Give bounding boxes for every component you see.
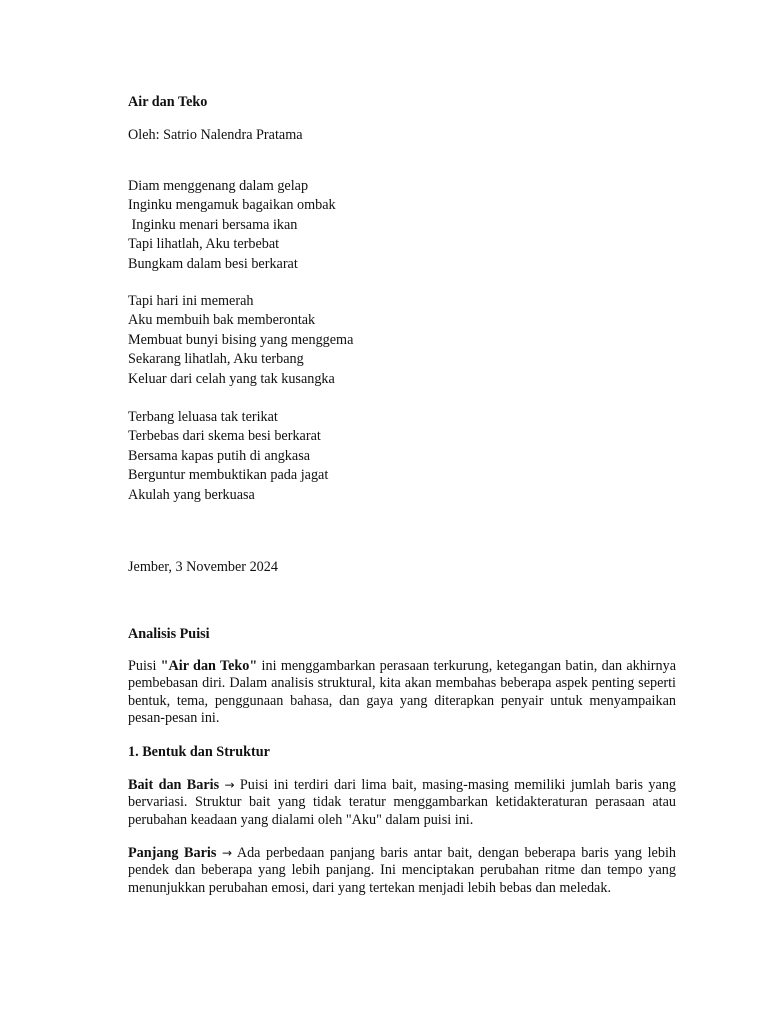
poem-line: Membuat bunyi bising yang menggema bbox=[128, 331, 354, 348]
poem-line: Sekarang lihatlah, Aku terbang bbox=[128, 351, 304, 368]
poem-line: Inginku menari bersama ikan bbox=[128, 216, 298, 233]
poem-line: Inginku mengamuk bagaikan ombak bbox=[128, 197, 336, 214]
poem-title: Air dan Teko bbox=[128, 94, 208, 110]
bait-baris-paragraph bbox=[128, 777, 676, 829]
bait-baris-text: Puisi ini terdiri dari lima bait, masing-masing memiliki jumlah baris yang bervariasi. Struktur bait yang tidak teratur menggambarkan ketidakteraturan perasaan atau perubahan keadaan yang dialami oleh "Aku" dalam puisi ini. bbox=[128, 777, 677, 828]
panjang-baris-paragraph bbox=[128, 845, 676, 897]
intro-text: ini menggambarkan perasaan terkurung, ketegangan batin, dan akhirnya pembebasan diri. Dalam analisis struktural, kita akan membahas beberapa aspek penting seperti bentuk, tema, penggunaan bahasa, dan gaya yang diterapkan penyair untuk menyampaikan pesan-pesan ini. bbox=[128, 658, 677, 726]
panjang-baris-text: Ada perbedaan panjang baris antar bait, dengan beberapa baris yang lebih pendek dan beberapa yang lebih panjang. Ini menciptakan perubahan ritme dan tempo yang menunjukkan perubahan emosi, dari yang tertekan menjadi lebih bebas dan meledak. bbox=[128, 845, 676, 896]
poem-line: Aku membuih bak memberontak bbox=[128, 312, 316, 329]
poem-line: Terbang leluasa tak terikat bbox=[128, 409, 278, 425]
poem-line: Diam menggenang dalam gelap bbox=[128, 178, 309, 194]
arrow-right-icon: → bbox=[224, 778, 235, 792]
poem-author: Oleh: Satrio Nalendra Pratama bbox=[128, 127, 303, 143]
poem-stanza-3 bbox=[128, 408, 676, 505]
poem-line: Bungkam dalam besi berkarat bbox=[128, 255, 298, 272]
poem-line: Akulah yang berkuasa bbox=[128, 486, 255, 503]
poem-line: Tapi hari ini memerah bbox=[128, 293, 254, 309]
analysis-intro-paragraph bbox=[128, 658, 676, 727]
poem-line: Terbebas dari skema besi berkarat bbox=[128, 428, 321, 445]
section-heading-bentuk-struktur: 1. Bentuk dan Struktur bbox=[128, 744, 270, 760]
intro-poem-title: "Air dan Teko" bbox=[160, 658, 258, 674]
analysis-heading: Analisis Puisi bbox=[128, 626, 210, 642]
place-date: Jember, 3 November 2024 bbox=[128, 559, 278, 575]
bait-baris-label: Bait dan Baris bbox=[128, 777, 220, 793]
poem-stanza-1 bbox=[128, 177, 676, 274]
poem-line: Tapi lihatlah, Aku terbebat bbox=[128, 236, 280, 253]
arrow-right-icon: → bbox=[221, 846, 233, 860]
intro-prefix: Puisi bbox=[128, 658, 161, 674]
poem-stanza-2 bbox=[128, 292, 676, 389]
panjang-baris-label: Panjang Baris bbox=[128, 845, 217, 861]
poem-line: Berguntur membuktikan pada jagat bbox=[128, 467, 329, 484]
poem-line: Bersama kapas putih di angkasa bbox=[128, 447, 311, 464]
poem-line: Keluar dari celah yang tak kusangka bbox=[128, 370, 335, 387]
